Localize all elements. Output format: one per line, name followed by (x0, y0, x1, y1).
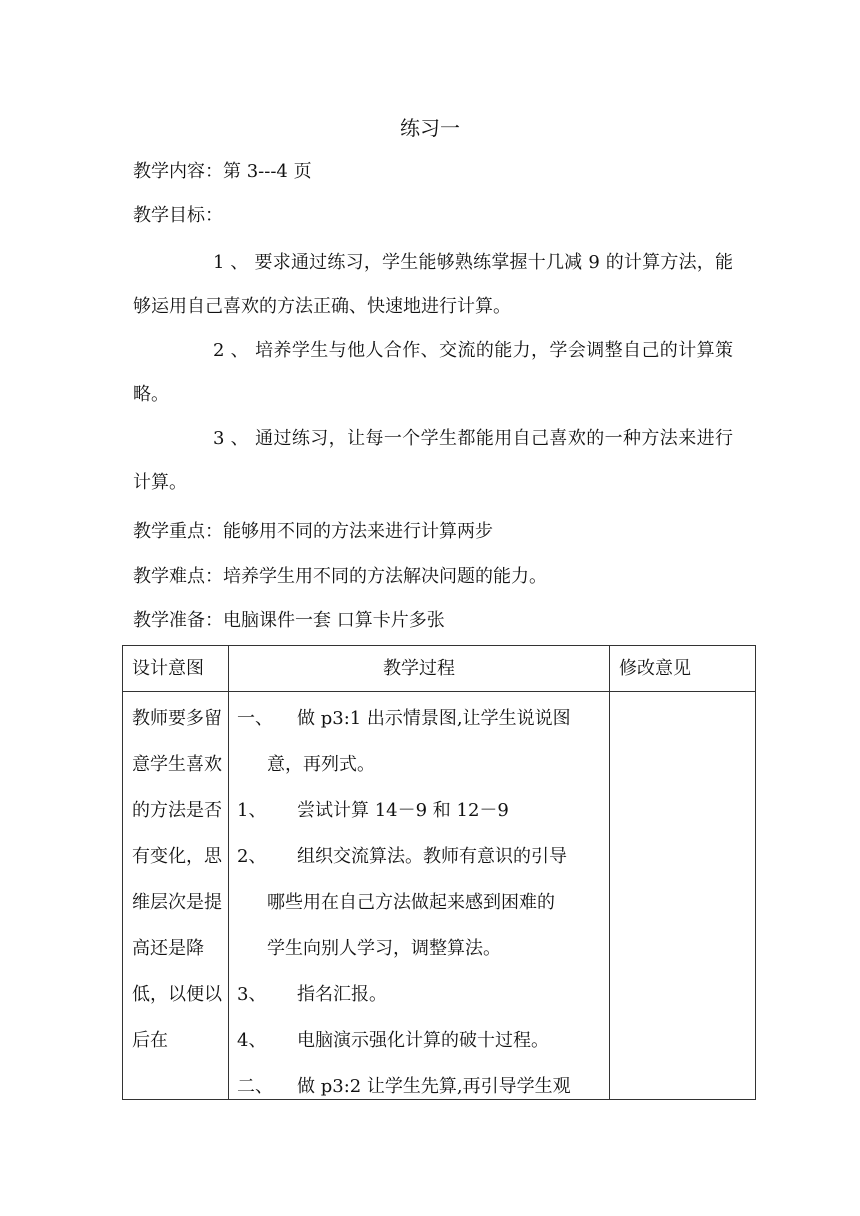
design-intent-text: 教师要多留意学生喜欢的方法是否有变化，思维层次是提高还是降低，以便以后在 (132, 708, 222, 1051)
teaching-process-cell (229, 692, 610, 1100)
design-intent-cell (123, 692, 229, 1100)
teaching-key-point: 教学重点：能够用不同的方法来进行计算两步 (133, 521, 493, 542)
step-text: 组织交流算法。教师有意识的引导 (297, 846, 567, 867)
teaching-goals-label: 教学目标： (133, 205, 223, 226)
header-teaching-process: 教学过程 (229, 646, 610, 692)
process-step (237, 788, 601, 834)
step-number: 3、 (237, 984, 267, 1005)
process-step (237, 696, 601, 742)
step-text: 做 p3:2 让学生先算,再引导学生观 (297, 1076, 571, 1097)
step-text-continued: 哪些用在自己方法做起来感到困难的 (267, 892, 555, 913)
header-revision-notes: 修改意见 (610, 646, 756, 692)
goal-2: 2 、 培养学生与他人合作、交流的能力，学会调整自己的计算策略。 (133, 340, 733, 405)
step-text: 做 p3:1 出示情景图,让学生说说图 (297, 708, 571, 729)
step-text: 电脑演示强化计算的破十过程。 (297, 1030, 549, 1051)
process-step (237, 1064, 601, 1099)
teaching-preparation: 教学准备：电脑课件一套 口算卡片多张 (133, 610, 445, 631)
goal-3: 3 、 通过练习，让每一个学生都能用自己喜欢的一种方法来进行计算。 (133, 428, 733, 493)
revision-notes-cell (610, 692, 756, 1100)
table-header-row (123, 646, 756, 692)
process-step (237, 972, 601, 1018)
header-design-intent: 设计意图 (123, 646, 229, 692)
step-number: 二、 (237, 1076, 273, 1097)
process-step (237, 1018, 601, 1064)
table-row (123, 692, 756, 1100)
step-number: 1、 (237, 800, 267, 821)
teaching-difficulty: 教学难点：培养学生用不同的方法解决问题的能力。 (133, 566, 547, 587)
step-number: 2、 (237, 846, 267, 867)
step-number: 4、 (237, 1030, 267, 1051)
step-text: 指名汇报。 (297, 984, 387, 1005)
step-text: 尝试计算 14－9 和 12－9 (297, 800, 509, 821)
process-step (237, 834, 601, 880)
step-text-continued: 意，再列式。 (267, 754, 375, 775)
lesson-plan-table (122, 645, 756, 1100)
goal-1: 1 、 要求通过练习，学生能够熟练掌握十几减 9 的计算方法，能够运用自己喜欢的方法正确、快速地进行计算。 (133, 252, 733, 317)
step-number: 一、 (237, 708, 273, 729)
teaching-content: 教学内容：第 3---4 页 (133, 161, 312, 182)
page-title: 练习一 (400, 116, 460, 140)
step-text-continued: 学生向别人学习，调整算法。 (267, 938, 501, 959)
